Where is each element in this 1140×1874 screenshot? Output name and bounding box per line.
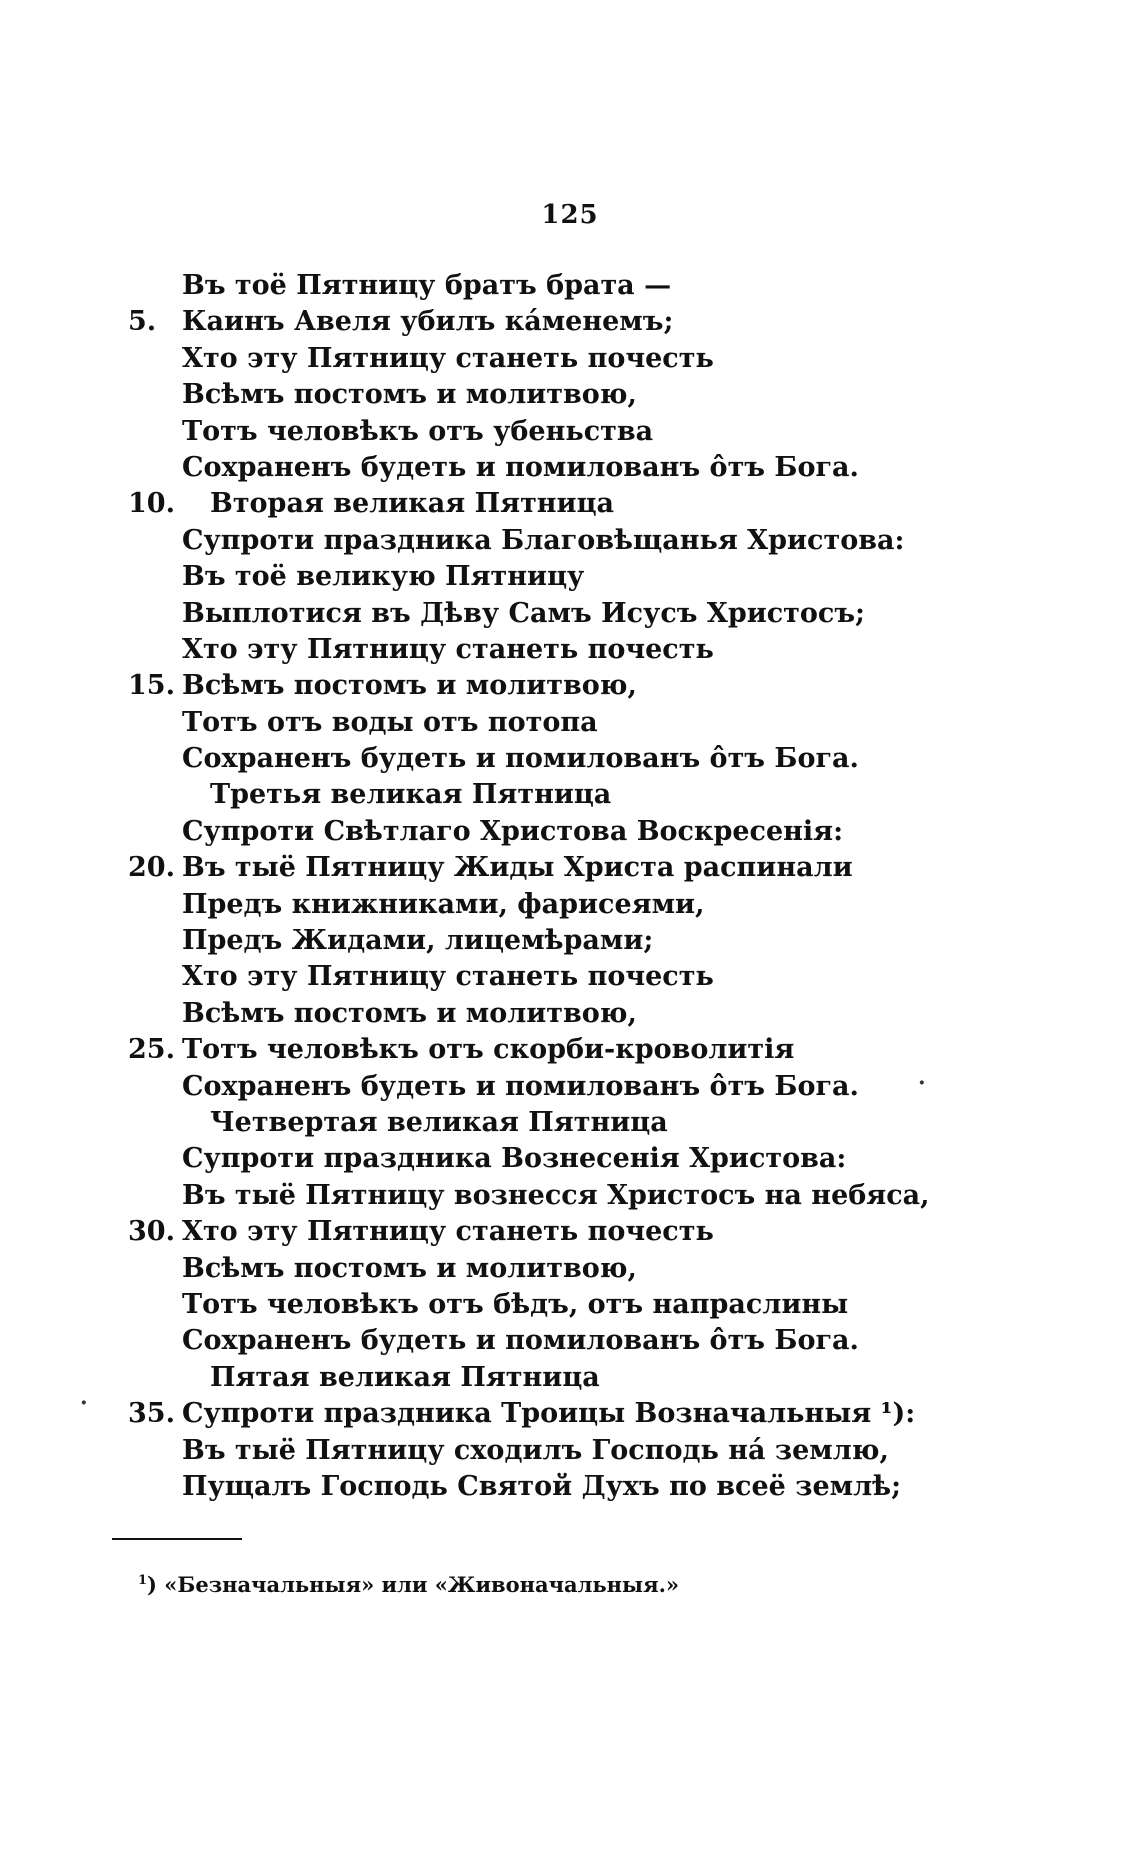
verse-line [0, 1214, 1140, 1250]
verse-line [0, 1141, 1140, 1177]
verse-line [0, 1178, 1140, 1214]
line-text: Четвертая великая Пятница [210, 1106, 668, 1138]
line-text: Супроти праздника Вознесенія Христова: [182, 1143, 847, 1175]
verse-line [0, 304, 1140, 340]
line-number: 10. [128, 488, 175, 520]
verse-line [0, 850, 1140, 886]
verse-line [0, 1396, 1140, 1432]
line-text: Третья великая Пятница [210, 779, 612, 811]
line-number: 20. [128, 852, 175, 884]
verse-line [0, 632, 1140, 668]
line-text: Выплотися въ Дѣву Самъ Исусъ Христосъ; [182, 597, 866, 629]
line-text: Всѣмъ постомъ и молитвою, [182, 1252, 637, 1284]
line-text: Въ тыё Пятницу вознесся Христосъ на небяса, [182, 1179, 930, 1211]
footnote [138, 1572, 679, 1597]
line-number: 25. [128, 1034, 175, 1066]
line-text: Супроти праздника Благовѣщанья Христова: [182, 524, 905, 556]
verse-line [0, 923, 1140, 959]
line-text: Въ тыё Пятницу сходилъ Господь на́ землю, [182, 1434, 889, 1466]
footnote-marker: 1 [138, 1573, 148, 1588]
verse-line [0, 668, 1140, 704]
verse-line [0, 887, 1140, 923]
verse-line [0, 741, 1140, 777]
line-text: Сохраненъ будеть и помилованъ о̂тъ Бога. [182, 1070, 859, 1102]
verse-line [0, 959, 1140, 995]
verse-line [0, 596, 1140, 632]
line-text: Хто эту Пятницу станеть почесть [182, 961, 714, 993]
stray-mark: · [918, 1070, 926, 1096]
page-number: 125 [541, 200, 599, 230]
verse-line [0, 341, 1140, 377]
verse-line [0, 1069, 1140, 1105]
verse-line [0, 377, 1140, 413]
verse-line [0, 523, 1140, 559]
verse-block [0, 268, 1140, 1505]
line-text: Въ тыё Пятницу Жиды Христа распинали [182, 852, 853, 884]
verse-line [0, 1287, 1140, 1323]
verse-line [0, 1323, 1140, 1359]
line-number: 15. [128, 670, 175, 702]
line-text: Предъ Жидами, лицемѣрами; [182, 925, 654, 957]
line-text: Тотъ человѣкъ отъ скорби-кроволитія [182, 1034, 795, 1066]
verse-line [0, 1469, 1140, 1505]
line-text: Хто эту Пятницу станеть почесть [182, 633, 714, 665]
verse-line [0, 1360, 1140, 1396]
verse-line [0, 486, 1140, 522]
verse-line [0, 996, 1140, 1032]
line-number: 30. [128, 1216, 175, 1248]
line-text: Всѣмъ постомъ и молитвою, [182, 379, 637, 411]
verse-line [0, 1105, 1140, 1141]
verse-line [0, 814, 1140, 850]
line-text: Въ тоё великую Пятницу [182, 561, 585, 593]
footnote-text: ) «Безначальныя» или «Живоначальныя.» [147, 1572, 680, 1597]
line-text: Тотъ отъ воды отъ потопа [182, 706, 598, 738]
line-text: Сохраненъ будеть и помилованъ о̂тъ Бога. [182, 451, 859, 483]
verse-line [0, 268, 1140, 304]
line-text: Тотъ человѣкъ отъ бѣдъ, отъ напраслины [182, 1288, 849, 1320]
line-text: Всѣмъ постомъ и молитвою, [182, 997, 637, 1029]
verse-line [0, 559, 1140, 595]
line-text: Вторая великая Пятница [210, 488, 615, 520]
line-number: 35. [128, 1398, 175, 1430]
footnote-rule [112, 1538, 242, 1540]
verse-line [0, 1032, 1140, 1068]
verse-line [0, 1251, 1140, 1287]
line-text: Пятая великая Пятница [210, 1361, 600, 1393]
verse-line [0, 414, 1140, 450]
verse-line [0, 705, 1140, 741]
verse-line [0, 1433, 1140, 1469]
line-text: Хто эту Пятницу станеть почесть [182, 1216, 714, 1248]
line-text: Каинъ Авеля убилъ ка́менемъ; [182, 306, 674, 338]
line-text: Всѣмъ постомъ и молитвою, [182, 670, 637, 702]
line-text: Сохраненъ будеть и помилованъ о̂тъ Бога. [182, 743, 859, 775]
line-text: Пущалъ Господь Святой Духъ по всеё землѣ; [182, 1470, 902, 1502]
line-text: Супроти праздника Троицы Возначальныя ¹): [182, 1398, 916, 1430]
line-text: Сохраненъ будеть и помилованъ о̂тъ Бога. [182, 1325, 859, 1357]
line-text: Супроти Свѣтлаго Христова Воскресенія: [182, 815, 844, 847]
line-number: 5. [128, 306, 157, 338]
line-text: Хто эту Пятницу станеть почесть [182, 342, 714, 374]
line-text: Предъ книжниками, фарисеями, [182, 888, 705, 920]
verse-line [0, 777, 1140, 813]
verse-line [0, 450, 1140, 486]
stray-mark: · [80, 1390, 88, 1416]
line-text: Тотъ человѣкъ отъ убеньства [182, 415, 654, 447]
line-text: Въ тоё Пятницу братъ брата — [182, 270, 672, 301]
